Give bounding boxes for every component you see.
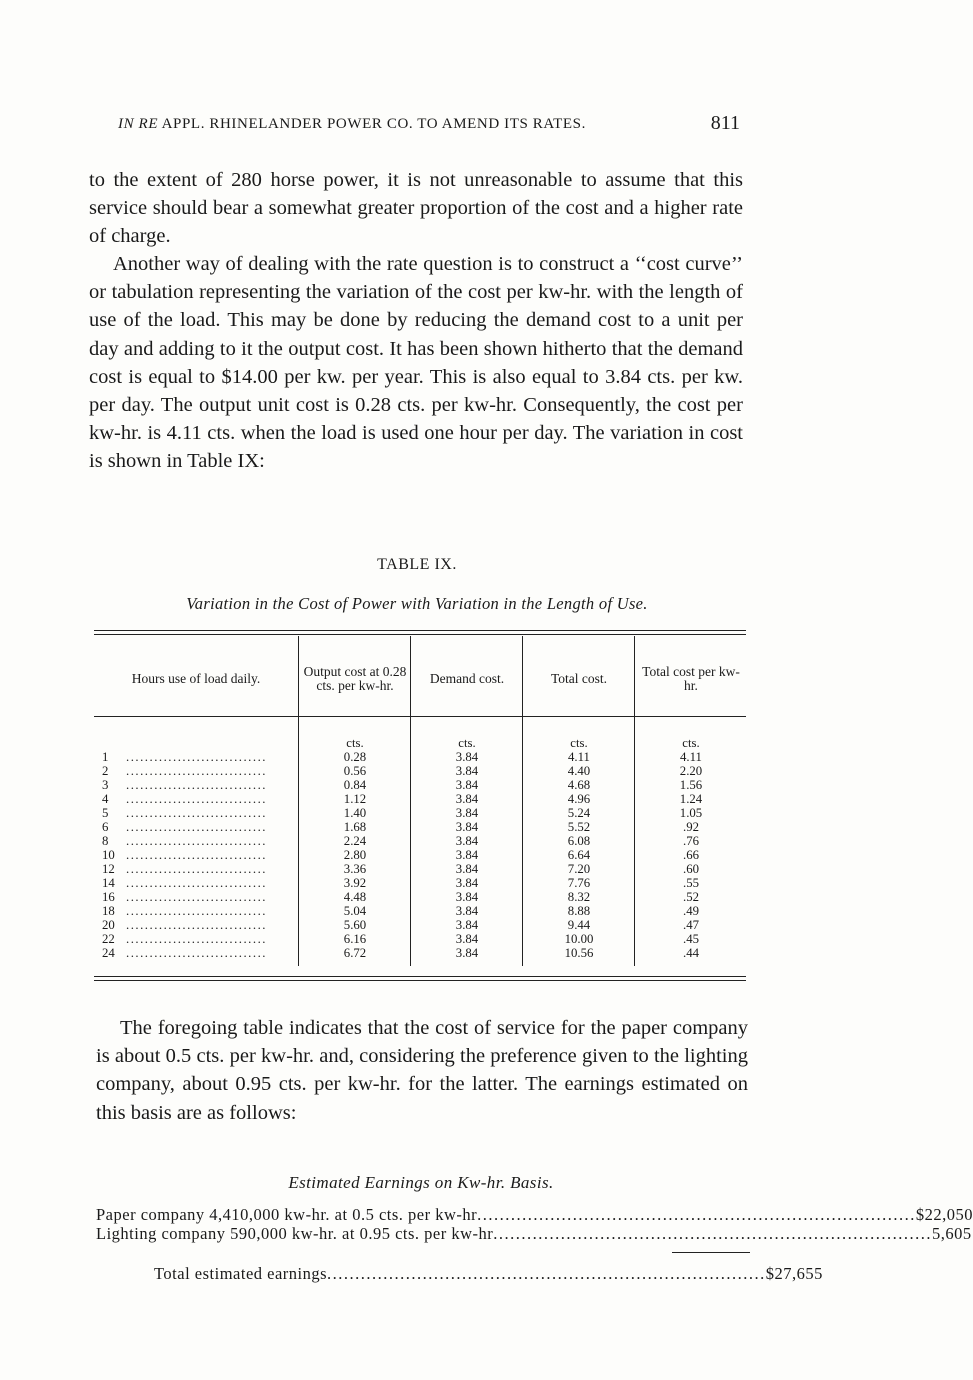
table-top-rule-inner: [94, 634, 746, 635]
hours-cell: [102, 904, 292, 918]
total-cost-cell: 10.00: [564, 932, 594, 946]
dot-leader: ..............................: [126, 862, 267, 876]
cost-per-kwh-cell: 1.05: [679, 806, 703, 820]
earnings-line-amount: $22,050: [915, 1205, 973, 1224]
output-cost-cell: 5.60: [343, 918, 367, 932]
cost-per-kwh-cell: .55: [683, 876, 699, 890]
hours-cell: [102, 778, 292, 792]
column-header-cost-per-kwh: Total cost per kw-hr.: [642, 663, 740, 693]
table-bottom-rule-inner: [94, 980, 746, 981]
hours-cell: [102, 848, 292, 862]
dot-leader: ..............................: [126, 778, 267, 792]
demand-cost-cell: 3.84: [455, 778, 479, 792]
hours-value: 6: [102, 820, 109, 834]
unit-label: cts.: [346, 736, 364, 750]
total-cost-cell: 4.68: [567, 778, 591, 792]
running-head-prefix: IN RE: [118, 116, 159, 132]
cost-per-kwh-cell: 4.11: [680, 750, 702, 764]
dot-leader: ..............................: [126, 806, 267, 820]
hours-value: 8: [102, 834, 109, 848]
output-cost-cell: 2.24: [343, 834, 367, 848]
dot-leader: ..............................: [126, 946, 267, 960]
total-cost-cell: 4.11: [568, 750, 590, 764]
table-top-rule: [94, 630, 746, 631]
table-row: [94, 834, 746, 848]
output-cost-cell: 6.16: [343, 932, 367, 946]
demand-cost-cell: 3.84: [455, 946, 479, 960]
hours-value: 20: [102, 918, 115, 932]
table-subtitle: Variation in the Cost of Power with Variation in the Length of Use.: [186, 594, 648, 613]
output-cost-cell: 3.36: [343, 862, 367, 876]
hours-cell: [102, 876, 292, 890]
column-header-total-cost: Total cost.: [550, 670, 608, 686]
table-row: [94, 876, 746, 890]
cost-per-kwh-cell: 1.56: [679, 778, 703, 792]
cost-per-kwh-cell: 1.24: [679, 792, 703, 806]
hours-value: 5: [102, 806, 109, 820]
earnings-line-lighting: [96, 1224, 972, 1244]
hours-value: 24: [102, 946, 115, 960]
hours-cell: [102, 932, 292, 946]
page-number: 811: [710, 112, 740, 134]
total-cost-cell: 8.32: [567, 890, 591, 904]
earnings-line-amount: 5,605: [932, 1224, 972, 1243]
output-cost-cell: 3.92: [343, 876, 367, 890]
hours-cell: [102, 750, 292, 764]
hours-value: 4: [102, 792, 109, 806]
running-head: [118, 112, 740, 134]
output-cost-cell: 1.12: [343, 792, 367, 806]
earnings-total-label: Total estimated earnings: [154, 1264, 328, 1283]
dot-leader: ..............................: [126, 848, 267, 862]
dot-leader: ..............................: [126, 904, 267, 918]
cost-per-kwh-cell: 2.20: [679, 764, 703, 778]
table-row: [94, 848, 746, 862]
dot-leader: ..............................: [126, 750, 267, 764]
total-cost-cell: 5.52: [567, 820, 591, 834]
total-cost-cell: 8.88: [567, 904, 591, 918]
cost-per-kwh-cell: .60: [683, 862, 699, 876]
total-cost-cell: 10.56: [564, 946, 594, 960]
dot-leader: ..............................: [126, 876, 267, 890]
demand-cost-cell: 3.84: [455, 820, 479, 834]
earnings-line-label: Lighting company 590,000 kw-hr. at 0.95 cts. per kw-hr: [96, 1224, 494, 1243]
hours-cell: [102, 820, 292, 834]
cost-per-kwh-cell: .49: [683, 904, 699, 918]
column-header-demand-cost: Demand cost.: [429, 670, 505, 686]
total-cost-cell: 6.64: [567, 848, 591, 862]
cost-per-kwh-cell: .66: [683, 848, 699, 862]
output-cost-cell: 1.68: [343, 820, 367, 834]
total-cost-cell: 6.08: [567, 834, 591, 848]
cost-per-kwh-cell: .45: [683, 932, 699, 946]
total-cost-cell: 5.24: [567, 806, 591, 820]
hours-cell: [102, 946, 292, 960]
column-header-output-cost: Output cost at 0.28 cts. per kw-hr.: [303, 663, 407, 693]
dot-leader: ..............................................................................: [327, 1264, 766, 1283]
output-cost-cell: 0.56: [343, 764, 367, 778]
hours-value: 18: [102, 904, 115, 918]
dot-leader: ..............................: [126, 918, 267, 932]
dot-leader: ..............................: [126, 890, 267, 904]
demand-cost-cell: 3.84: [455, 764, 479, 778]
running-head-title: APPL. RHINELANDER POWER CO. TO AMEND ITS RATES.: [161, 116, 586, 132]
demand-cost-cell: 3.84: [455, 862, 479, 876]
cost-per-kwh-cell: .47: [683, 918, 699, 932]
cost-per-kwh-cell: .44: [683, 946, 699, 960]
demand-cost-cell: 3.84: [455, 890, 479, 904]
earnings-title: Estimated Earnings on Kw-hr. Basis.: [288, 1173, 554, 1192]
table-row: [94, 946, 746, 960]
cost-table: [94, 630, 746, 986]
hours-cell: [102, 764, 292, 778]
hours-value: 10: [102, 848, 115, 862]
hours-value: 2: [102, 764, 109, 778]
paragraph-3: The foregoing table indicates that the cost of service for the paper company is about 0.5 cts. per kw-hr. and, considering the preference given to the lighting company, about 0.95 cts. per kw-hr. for the latter. The earnings estimated on this basis are as follows:: [96, 1017, 748, 1124]
column-header-hours: Hours use of load daily.: [131, 670, 261, 686]
earnings-line-paper: [96, 1205, 973, 1225]
paragraph-1: to the extent of 280 horse power, it is not unreasonable to assume that this service should bear a somewhat greater proportion of the cost and a higher rate of charge.: [89, 169, 743, 248]
dot-leader: ..............................: [126, 932, 267, 946]
hours-cell: [102, 862, 292, 876]
table-row: [94, 792, 746, 806]
total-cost-cell: 7.20: [567, 862, 591, 876]
demand-cost-cell: 3.84: [455, 876, 479, 890]
earnings-line-label: Paper company 4,410,000 kw-hr. at 0.5 cts. per kw-hr: [96, 1205, 478, 1224]
demand-cost-cell: 3.84: [455, 848, 479, 862]
hours-value: 3: [102, 778, 109, 792]
cost-per-kwh-cell: .92: [683, 820, 699, 834]
hours-cell: [102, 792, 292, 806]
table-row: [94, 890, 746, 904]
paragraph-2: Another way of dealing with the rate question is to construct a ‘‘cost curve’’ or tabulation representing the variation of the cost per kw-hr. with the length of use of the load. This may be done by reducing the demand cost to a unit per day and adding to it the output cost. It has been shown hitherto that the demand cost is equal to $14.00 per kw. per year. This is also equal to 3.84 cts. per kw. per day. The output unit cost is 0.28 cts. per kw-hr. Consequently, the cost per kw-hr. is 4.11 cts. when the load is used one hour per day. The variation in cost is shown in Table IX:: [89, 253, 743, 473]
unit-label: cts.: [458, 736, 476, 750]
demand-cost-cell: 3.84: [455, 834, 479, 848]
unit-label: cts.: [682, 736, 700, 750]
table-row: [94, 932, 746, 946]
table-row: [94, 750, 746, 764]
output-cost-cell: 0.84: [343, 778, 367, 792]
demand-cost-cell: 3.84: [455, 806, 479, 820]
dot-leader: ..............................: [126, 820, 267, 834]
hours-cell: [102, 890, 292, 904]
table-row: [94, 778, 746, 792]
demand-cost-cell: 3.84: [455, 932, 479, 946]
dot-leader: ..............................................................................: [493, 1224, 933, 1243]
total-cost-cell: 4.96: [567, 792, 591, 806]
cost-per-kwh-cell: .76: [683, 834, 699, 848]
total-cost-cell: 7.76: [567, 876, 591, 890]
table-row: [94, 862, 746, 876]
hours-value: 14: [102, 876, 115, 890]
table-row: [94, 820, 746, 834]
table-bottom-rule: [94, 976, 746, 977]
hours-value: 12: [102, 862, 115, 876]
demand-cost-cell: 3.84: [455, 792, 479, 806]
hours-cell: [102, 918, 292, 932]
total-cost-cell: 9.44: [567, 918, 591, 932]
table-row: [94, 918, 746, 932]
dot-leader: ..............................: [126, 792, 267, 806]
output-cost-cell: 4.48: [343, 890, 367, 904]
table-row: [94, 904, 746, 918]
earnings-total: [154, 1264, 823, 1284]
hours-value: 16: [102, 890, 115, 904]
units-row: [94, 736, 746, 750]
output-cost-cell: 2.80: [343, 848, 367, 862]
unit-label: cts.: [570, 736, 588, 750]
demand-cost-cell: 3.84: [455, 750, 479, 764]
dot-leader: ..............................: [126, 764, 267, 778]
table-header-rule: [94, 716, 746, 717]
demand-cost-cell: 3.84: [455, 918, 479, 932]
output-cost-cell: 0.28: [343, 750, 367, 764]
cost-per-kwh-cell: .52: [683, 890, 699, 904]
table-title: TABLE IX.: [377, 556, 457, 573]
hours-value: 22: [102, 932, 115, 946]
hours-cell: [102, 834, 292, 848]
output-cost-cell: 1.40: [343, 806, 367, 820]
dot-leader: ..............................................................................: [477, 1205, 916, 1224]
sum-rule: [672, 1252, 750, 1253]
hours-cell: [102, 806, 292, 820]
table-row: [94, 764, 746, 778]
output-cost-cell: 5.04: [343, 904, 367, 918]
earnings-total-amount: $27,655: [765, 1264, 823, 1283]
table-row: [94, 806, 746, 820]
dot-leader: ..............................: [126, 834, 267, 848]
total-cost-cell: 4.40: [567, 764, 591, 778]
demand-cost-cell: 3.84: [455, 904, 479, 918]
hours-value: 1: [102, 750, 109, 764]
output-cost-cell: 6.72: [343, 946, 367, 960]
